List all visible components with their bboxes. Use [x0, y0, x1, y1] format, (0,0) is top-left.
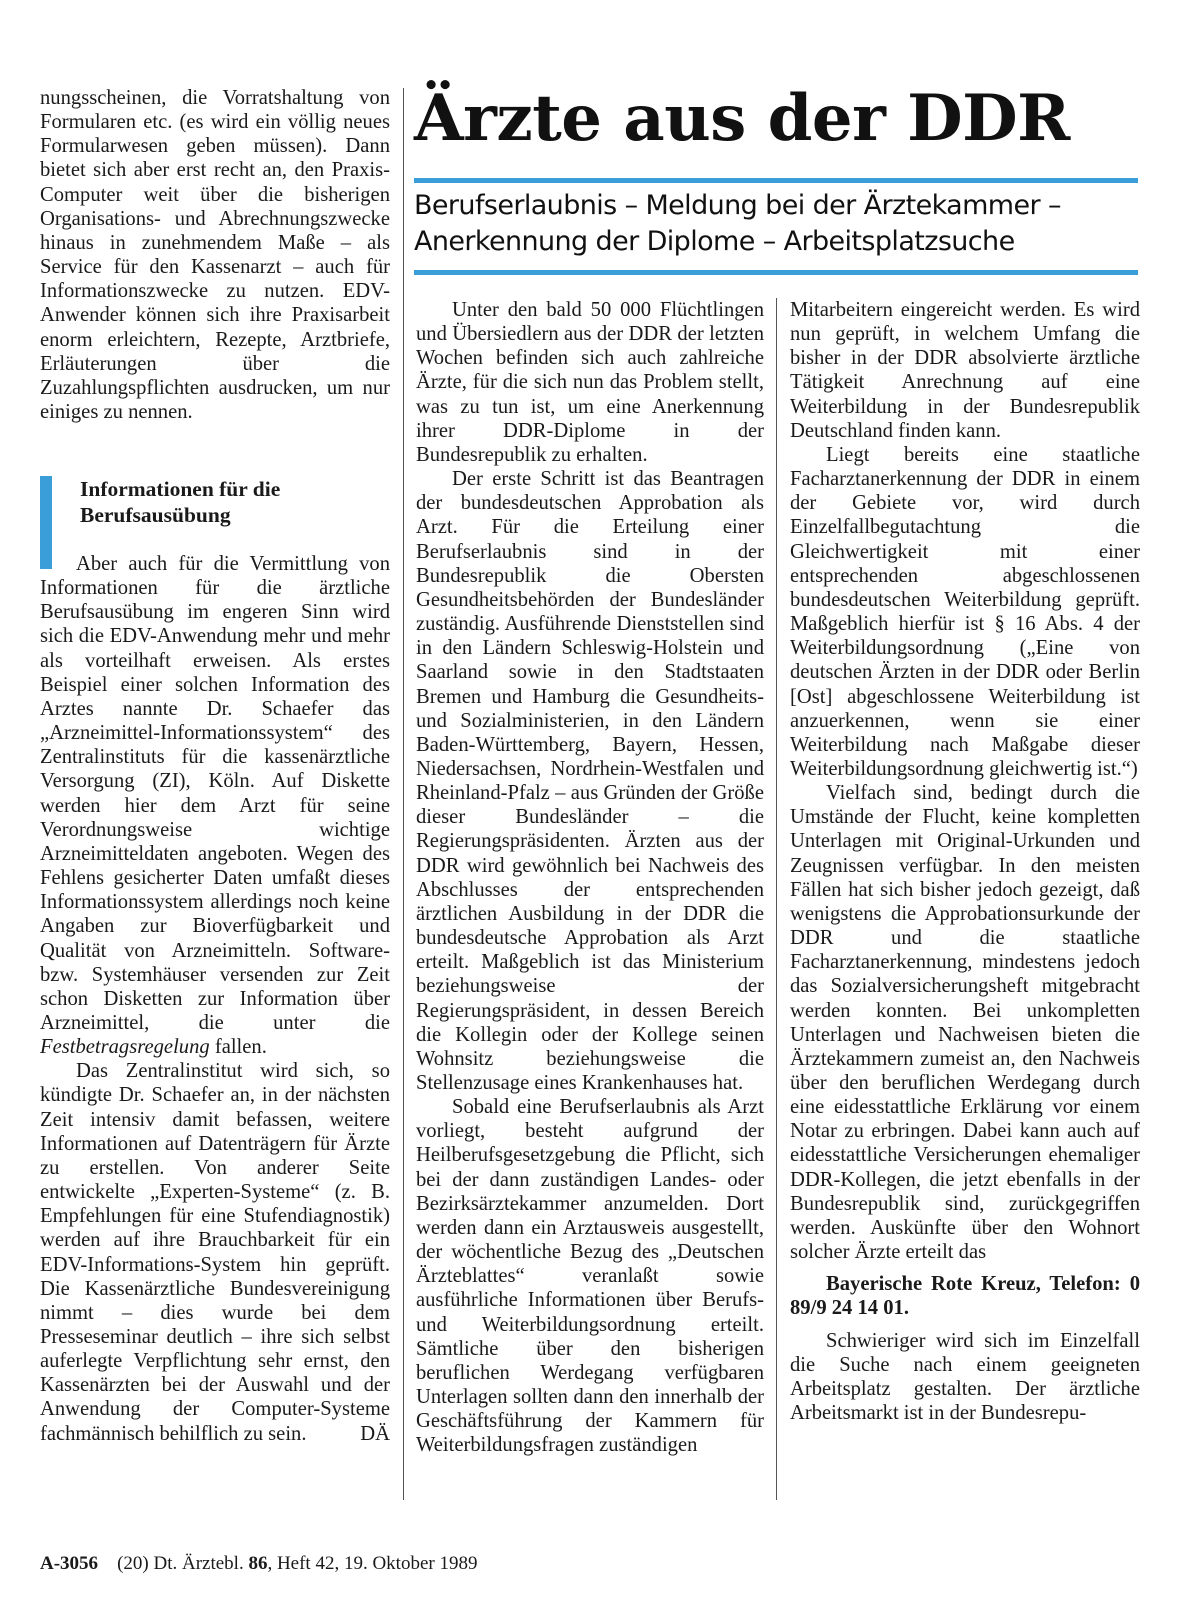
column-1-continued	[40, 552, 390, 1446]
column-3	[790, 298, 1140, 1425]
col2-paragraph-3: Sobald eine Berufserlaubnis als Arzt vorliegt, besteht aufgrund der Heilberufsgesetzgebung die Pflicht, sich bei der dann zuständigen Landes- oder Bezirksärztekammer anzumelden. Dort werden dann ein Arztausweis ausgestellt, der wöchentliche Bezug des „Deutschen Ärzteblattes“ veranlaßt sowie ausführliche Informationen über Berufs- und Weiterbildungsordnung erteilt. Sämtliche über den bisherigen beruflichen Werdegang verfügbaren Unterlagen sollten dann den innerhalb der Geschäftsführung der Kammern für Weiterbildungsfragen zuständigen	[416, 1096, 764, 1457]
col1-paragraph-1: Aber auch für die Vermittlung von Informationen für die ärztliche Berufsausübung im engeren Sinn wird sich die EDV-Anwendung mehr und mehr als vorteilhaft erweisen. Als erstes Beispiel einer solchen Information des Arztes nannte Dr. Schaefer das „Arzneimittel-Informationssystem“ des Zentralinstituts für die kassenärztliche Versorgung (ZI), Köln. Auf Diskette werden hier dem Arzt für seine Verordnungsweise wichtige Arzneimitteldaten angeboten. Wegen des Fehlens gesicherter Daten umfaßt dieses Informationssystem allerdings noch keine Angaben zur Bioverfügbarkeit und Qualität von Arzneimitteln. Software- bzw. Systemhäuser versenden zur Zeit schon Disketten zur Information über Arzneimittel, die unter die Festbetragsregelung fallen.	[40, 553, 390, 1059]
col2-paragraph-2: Der erste Schritt ist das Beantragen der bundesdeutschen Approbation als Arzt. Für die Erteilung einer Berufserlaubnis sind in der Bundesrepublik die Obersten Gesundheitsbehörden der Bundesländer zuständig. Ausführende Dienststellen sind in den Ländern Schleswig-Holstein und Saarland sowie in den Stadtstaaten Bremen und Hamburg die Gesundheits- und Sozialministerien, in den Ländern Baden-Württemberg, Bayern, Hessen, Niedersachsen, Nordrhein-Westfalen und Rheinland-Pfalz – aus Gründen der Größe dieser Bundesländer – die Regierungspräsidenten. Ärzten aus der DDR wird gewöhnlich bei Nachweis des Abschlusses der entsprechenden ärztlichen Ausbildung in der DDR die bundesdeutsche Approbation als Arzt erteilt. Maßgeblich ist das Ministerium beziehungsweise der Regierungspräsident, in dessen Bereich die Kollegin oder der Kollege seinen Wohnsitz beziehungsweise die Stellenzusage eines Krankenhauses hat.	[416, 468, 764, 1094]
volume-number: 86	[248, 1553, 268, 1574]
section-heading: Informationen für die Berufsausübung	[80, 477, 281, 527]
page-footer	[40, 1552, 477, 1576]
italic-term: Festbetragsregelung	[40, 1036, 210, 1059]
col1-paragraph-2: Das Zentralinstitut wird sich, so kündigte Dr. Schaefer an, in der nächsten Zeit intensiv damit befassen, weitere Informationen auf Datenträgern für Ärzte zu erstellen. Von anderer Seite entwickelte „Experten-Systeme“ (z. B. Empfehlungen für eine Stufendiagnostik) werden auf ihre Brauchbarkeit für ein EDV-Informations-System hin geprüft. Die Kassenärztliche Bundesvereinigung nimmt – dies wurde bei dem Presseseminar deutlich – ihre sich selbst auferlegte Verpflichtung sehr ernst, den Kassenärzten bei der Auswahl und der Anwendung der Computer-Systeme fachmännisch behilflich zu sein. DÄ	[40, 1060, 390, 1445]
subtitle-rule	[414, 270, 1138, 275]
title-rule	[414, 178, 1138, 183]
page-code: A-3056	[40, 1553, 99, 1574]
col3-paragraph-3: Vielfach sind, bedingt durch die Umstände der Flucht, keine kompletten Unterlagen mit Original-Urkunden und Zeugnissen verfügbar. In den meisten Fällen hat sich bisher jedoch gezeigt, daß wenigstens die Approbationsurkunde der DDR und die staatliche Facharztanerkennung, mindestens jedoch das Sozialversicherungsheft mitgebracht werden konnten. Bei unkompletten Unterlagen und Nachweisen bieten die Ärztekammern zumeist an, den Nachweis über den beruflichen Werdegang durch eine eidesstattliche Erklärung vor einem Notar zu erbringen. Dabei kann auch auf eidesstattliche Versicherungen ehemaliger DDR-Kollegen, die jetzt ebenfalls in der Bundesrepublik sind, zurückgegriffen werden. Auskünfte über den Wohnort solcher Ärzte erteilt das	[790, 782, 1140, 1264]
col3-paragraph-4: Schwieriger wird sich im Einzelfall die Suche nach einem geeigneten Arbeitsplatz gestalten. Der ärztliche Arbeitsmarkt ist in der Bundesrepu-	[790, 1329, 1140, 1425]
col1-intro-paragraph: nungsscheinen, die Vorratshaltung von Formularen etc. (es wird ein völlig neues Formularwesen geben müssen). Dann bietet sich aber erst recht an, den Praxis-Computer weit über die bisherigen Organisations- und Abrechnungszwecke hinaus in zunehmendem Maße – als Service für den Kassenarzt – auch für Informationszwecke zu nutzen. EDV-Anwender können sich ihre Praxisarbeit enorm erleichtern, Rezepte, Arztbriefe, Erläuterungen über die Zuzahlungspflichten ausdrucken, um nur einiges zu nennen.	[40, 87, 390, 424]
col3-paragraph-2: Liegt bereits eine staatliche Facharztanerkennung der DDR in einem der Gebiete vor, wird durch Einzelfallbegutachtung die Gleichwertigkeit mit einer entsprechenden abgeschlossenen bundesdeutschen Weiterbildung geprüft. Maßgeblich hierfür ist § 16 Abs. 4 der Weiterbildungsordnung („Eine von deutschen Ärzten in der DDR oder Berlin [Ost] abgeschlossene Weiterbildung ist anzuerkennen, wenn sie einer Weiterbildung nach Maßgabe dieser Weiterbildungsordnung gleichwertig ist.“)	[790, 443, 1140, 780]
contact-line: Bayerische Rote Kreuz, Telefon: 0 89/9 24 14 01.	[790, 1273, 1140, 1320]
author-signature: DÄ	[360, 1422, 390, 1445]
column-2	[416, 298, 764, 1458]
column-1	[40, 86, 390, 424]
column-divider-right	[776, 298, 777, 1500]
citation-prefix: (20) Dt. Ärztebl.	[117, 1553, 244, 1574]
article-subtitle: Berufserlaubnis – Meldung bei der Ärztekammer – Anerkennung der Diplome – Arbeitsplatzsuche	[414, 190, 1061, 257]
col3-paragraph-1: Mitarbeitern eingereicht werden. Es wird nun geprüft, in welchem Umfang die bisher in der DDR absolvierte ärztliche Tätigkeit Anrechnung auf eine Weiterbildung in der Bundesrepublik Deutschland finden kann.	[790, 299, 1140, 442]
col2-paragraph-1: Unter den bald 50 000 Flüchtlingen und Übersiedlern aus der DDR der letzten Wochen befinden sich auch zahlreiche Ärzte, für die sich nun das Problem stellt, was zu tun ist, um eine Anerkennung ihrer DDR-Diplome in der Bundesrepublik zu erhalten.	[416, 299, 764, 466]
article-title: Ärzte aus der DDR	[414, 81, 1070, 156]
citation-suffix: , Heft 42, 19. Oktober 1989	[267, 1553, 478, 1574]
column-divider-left	[403, 88, 404, 1500]
